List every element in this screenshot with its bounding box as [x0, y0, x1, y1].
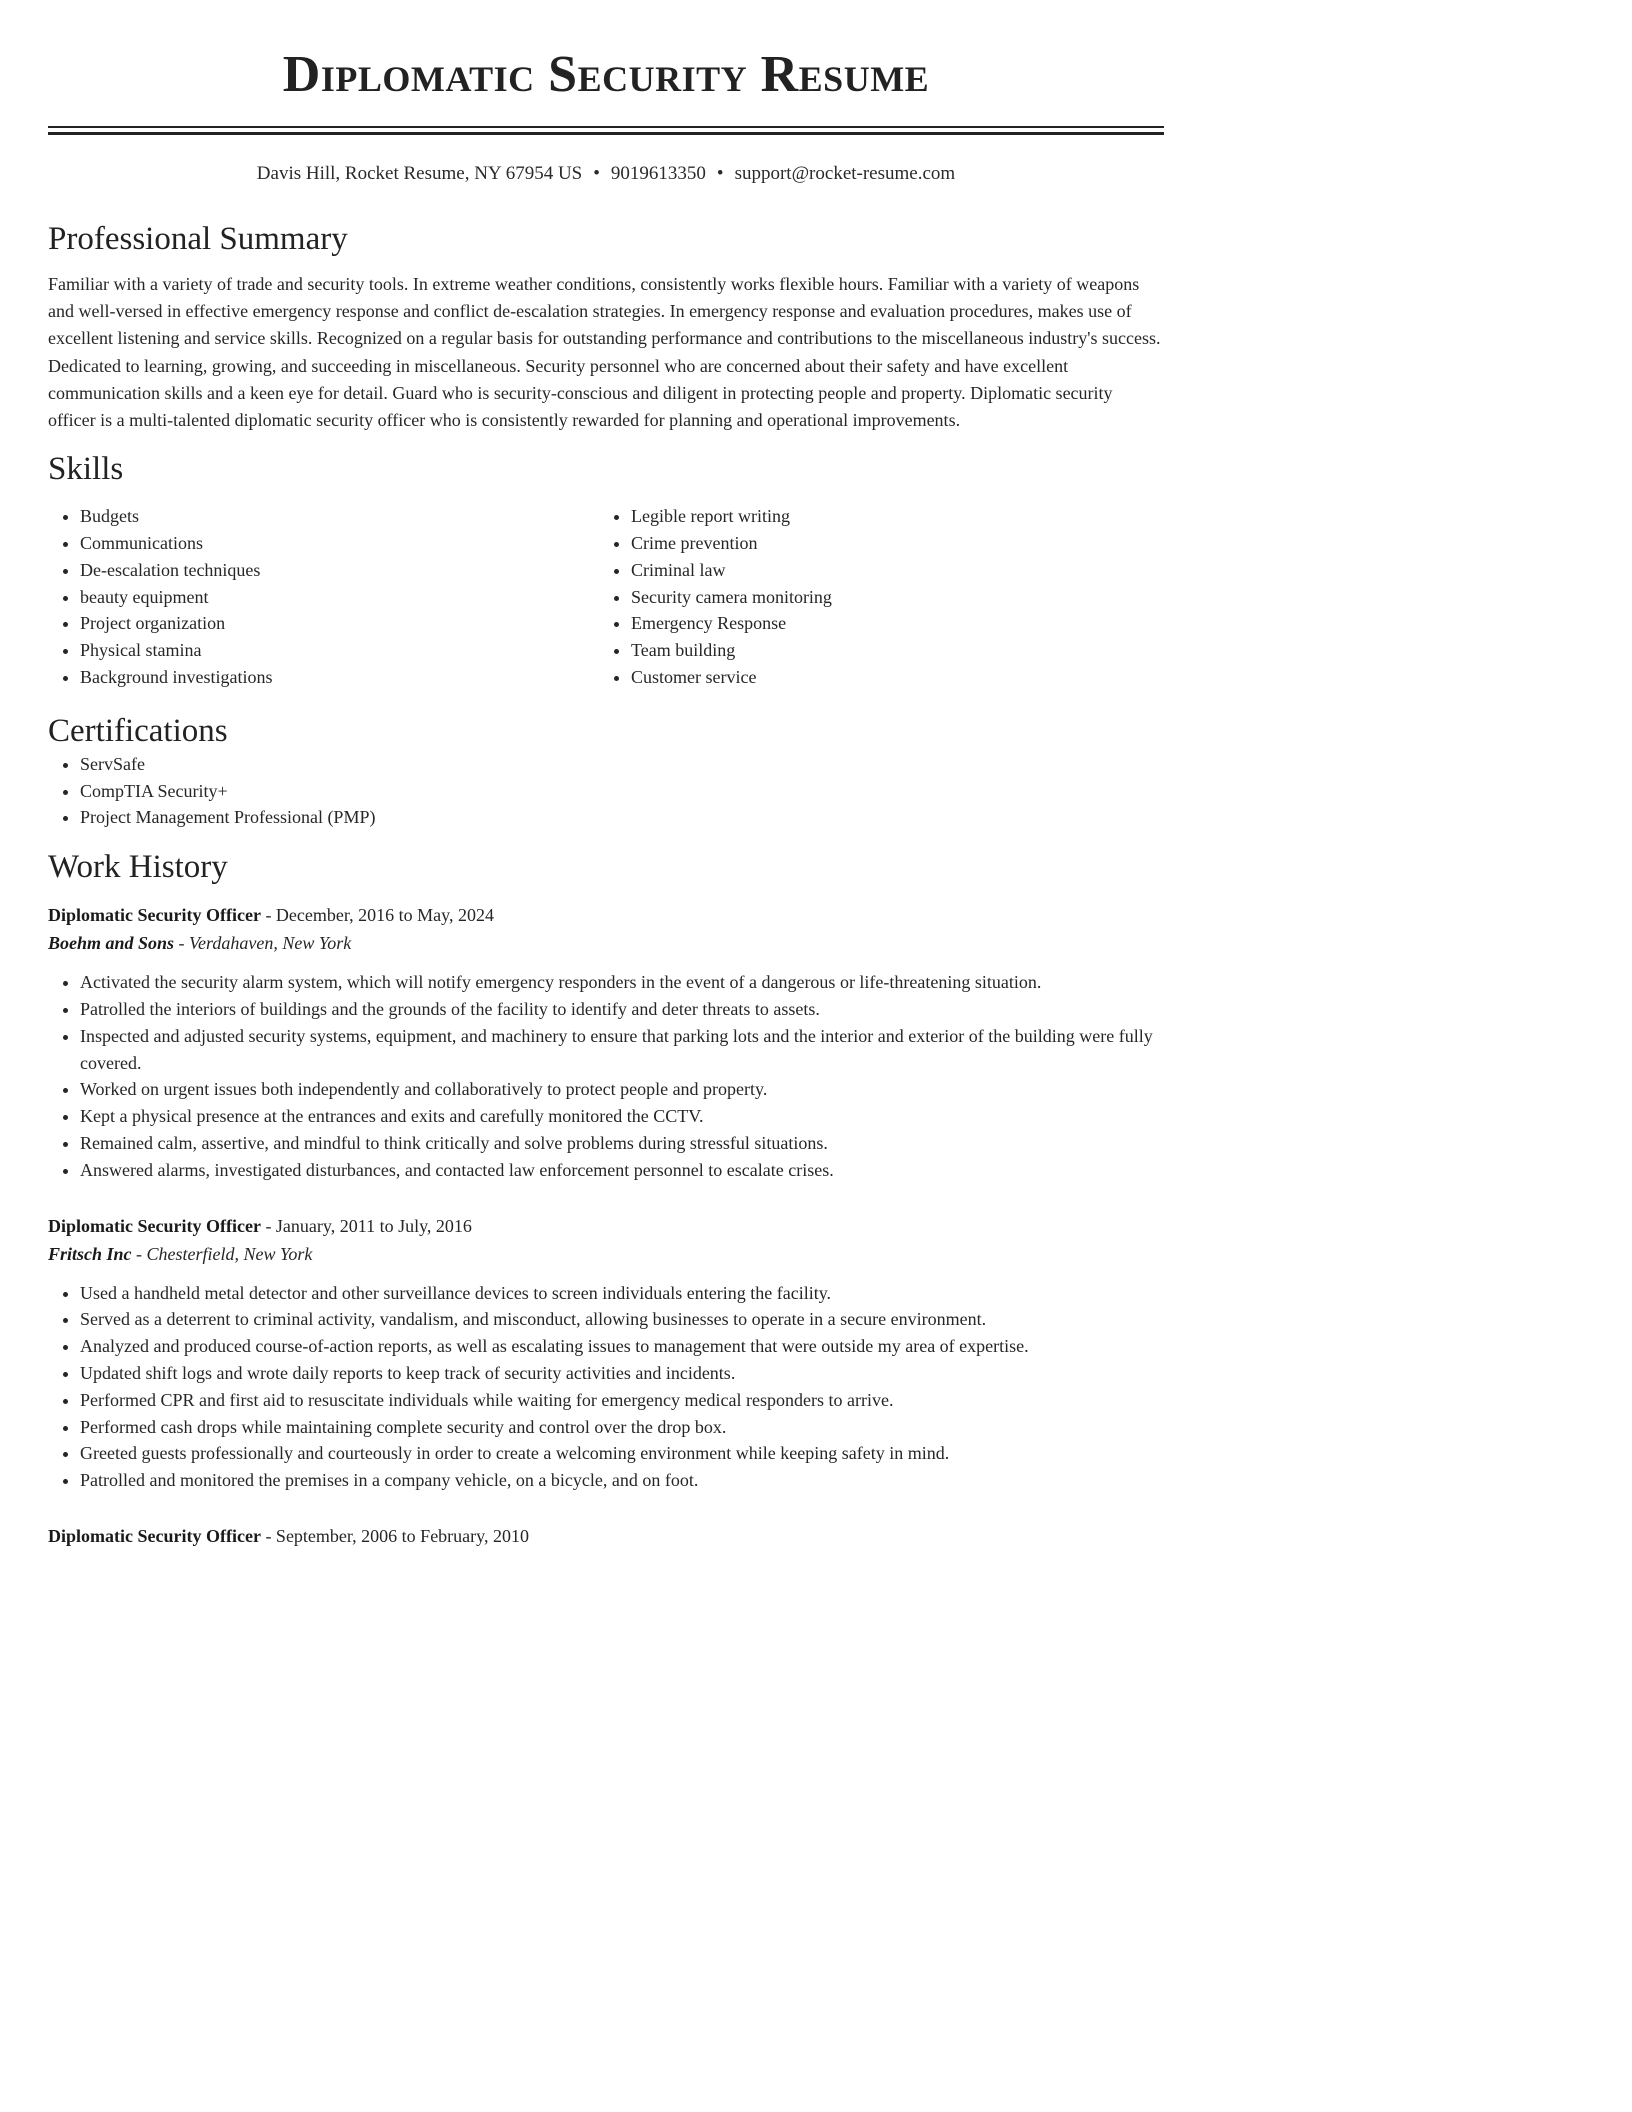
job-location: - Chesterfield, New York [131, 1243, 313, 1264]
certifications-heading: Certifications [48, 712, 228, 749]
skills-list-right [599, 503, 1150, 691]
job-duty-item: • Analyzed and produced course-of-action reports, as well as escalating issues to management that were outside my area of expertise. [80, 1333, 1164, 1360]
job-duty-item: • Updated shift logs and wrote daily reports to keep track of security activities and incidents. [80, 1360, 1164, 1387]
resume-page [48, 0, 1164, 1550]
job-title-line [48, 1212, 1164, 1240]
job-location: - Verdahaven, New York [174, 933, 352, 954]
work-history-heading: Work History [48, 849, 228, 886]
job-company-line [48, 1240, 1164, 1268]
skill-item: • Physical stamina [80, 637, 599, 664]
certification-item: • ServSafe [80, 751, 1164, 778]
skill-item: • beauty equipment [80, 584, 599, 611]
job-title: Diplomatic Security Officer [48, 1525, 261, 1546]
contact-separator: • [716, 163, 724, 184]
title-divider [48, 126, 1164, 135]
skill-item: • Customer service [631, 664, 1150, 691]
skill-item: • Background investigations [80, 664, 599, 691]
skills-column-left [48, 503, 599, 691]
job-duty-item: • Remained calm, assertive, and mindful to think critically and solve problems during stressful situations. [80, 1130, 1164, 1157]
certification-item: • CompTIA Security+ [80, 778, 1164, 805]
job-company: Boehm and Sons [48, 933, 175, 954]
job-entry [48, 901, 1164, 1183]
job-duties-list [48, 969, 1164, 1183]
skill-item: • Emergency Response [631, 610, 1150, 637]
skills-heading: Skills [48, 451, 124, 488]
job-duty-item: • Greeted guests professionally and courteously in order to create a welcoming environment while keeping safety in mind. [80, 1440, 1164, 1467]
summary-text: Familiar with a variety of trade and security tools. In extreme weather conditions, consistently works flexible hours. Familiar with a variety of weapons and well-versed in effective emergency response and conflict de-escalation strategies. In emergency response and evaluation procedures, makes use of excellent listening and service skills. Recognized on a regular basis for outstanding performance and contributions to the miscellaneous industry's success. Dedicated to learning, growing, and succeeding in miscellaneous. Security personnel who are concerned about their safety and have excellent communication skills and a keen eye for detail. Guard who is security-conscious and diligent in protecting people and property. Diplomatic security officer is a multi-talented diplomatic security officer who is consistently rewarded for planning and operational improvements. [48, 274, 1161, 431]
skill-item: • Communications [80, 530, 599, 557]
job-duty-item: • Patrolled and monitored the premises in a company vehicle, on a bicycle, and on foot. [80, 1467, 1164, 1494]
skills-column-right [599, 503, 1150, 691]
job-duty-item: • Activated the security alarm system, which will notify emergency responders in the event of a dangerous or life-threatening situation. [80, 969, 1164, 996]
skills-columns [48, 503, 1164, 691]
job-dates: - December, 2016 to May, 2024 [260, 905, 494, 926]
job-company: Fritsch Inc [48, 1243, 132, 1264]
job-duty-item: • Performed cash drops while maintaining complete security and control over the drop box. [80, 1414, 1164, 1441]
job-title-line [48, 901, 1164, 929]
skill-item: • Crime prevention [631, 530, 1150, 557]
skill-item: • Legible report writing [631, 503, 1150, 530]
job-duty-item: • Patrolled the interiors of buildings and the grounds of the facility to identify and deter threats to assets. [80, 996, 1164, 1023]
job-duty-item: • Answered alarms, investigated disturbances, and contacted law enforcement personnel to escalate crises. [80, 1157, 1164, 1184]
contact-email: support@rocket-resume.com [734, 163, 956, 184]
job-dates: - September, 2006 to February, 2010 [260, 1525, 529, 1546]
skill-item: • De-escalation techniques [80, 557, 599, 584]
resume-title: Diplomatic Security Resume [282, 46, 930, 103]
job-dates: - January, 2011 to July, 2016 [260, 1215, 472, 1236]
contact-address: Davis Hill, Rocket Resume, NY 67954 US [256, 163, 583, 184]
job-title: Diplomatic Security Officer [48, 905, 261, 926]
skill-item: • Budgets [80, 503, 599, 530]
contact-line [48, 163, 1164, 185]
job-entry [48, 1522, 1164, 1550]
certifications-list [48, 751, 1164, 831]
job-entry [48, 1212, 1164, 1494]
job-title: Diplomatic Security Officer [48, 1215, 261, 1236]
skill-item: • Team building [631, 637, 1150, 664]
summary-heading: Professional Summary [48, 221, 348, 257]
job-duties-list [48, 1280, 1164, 1494]
job-duty-item: • Kept a physical presence at the entrances and exits and carefully monitored the CCTV. [80, 1103, 1164, 1130]
job-duty-item: • Worked on urgent issues both independently and collaboratively to protect people and property. [80, 1076, 1164, 1103]
job-company-line [48, 929, 1164, 957]
skills-list-left [48, 503, 599, 691]
job-duty-item: • Served as a deterrent to criminal activity, vandalism, and misconduct, allowing businesses to operate in a secure environment. [80, 1306, 1164, 1333]
skill-item: • Criminal law [631, 557, 1150, 584]
job-duty-item: • Used a handheld metal detector and other surveillance devices to screen individuals entering the facility. [80, 1280, 1164, 1307]
contact-phone: 9019613350 [610, 163, 706, 184]
contact-separator: • [593, 163, 600, 184]
skill-item: • Project organization [80, 610, 599, 637]
job-title-line [48, 1522, 1164, 1550]
certification-item: • Project Management Professional (PMP) [80, 804, 1164, 831]
skill-item: • Security camera monitoring [631, 584, 1150, 611]
job-duty-item: • Inspected and adjusted security systems, equipment, and machinery to ensure that parking lots and the interior and exterior of the building were fully covered. [80, 1023, 1164, 1077]
job-duty-item: • Performed CPR and first aid to resuscitate individuals while waiting for emergency medical responders to arrive. [80, 1387, 1164, 1414]
